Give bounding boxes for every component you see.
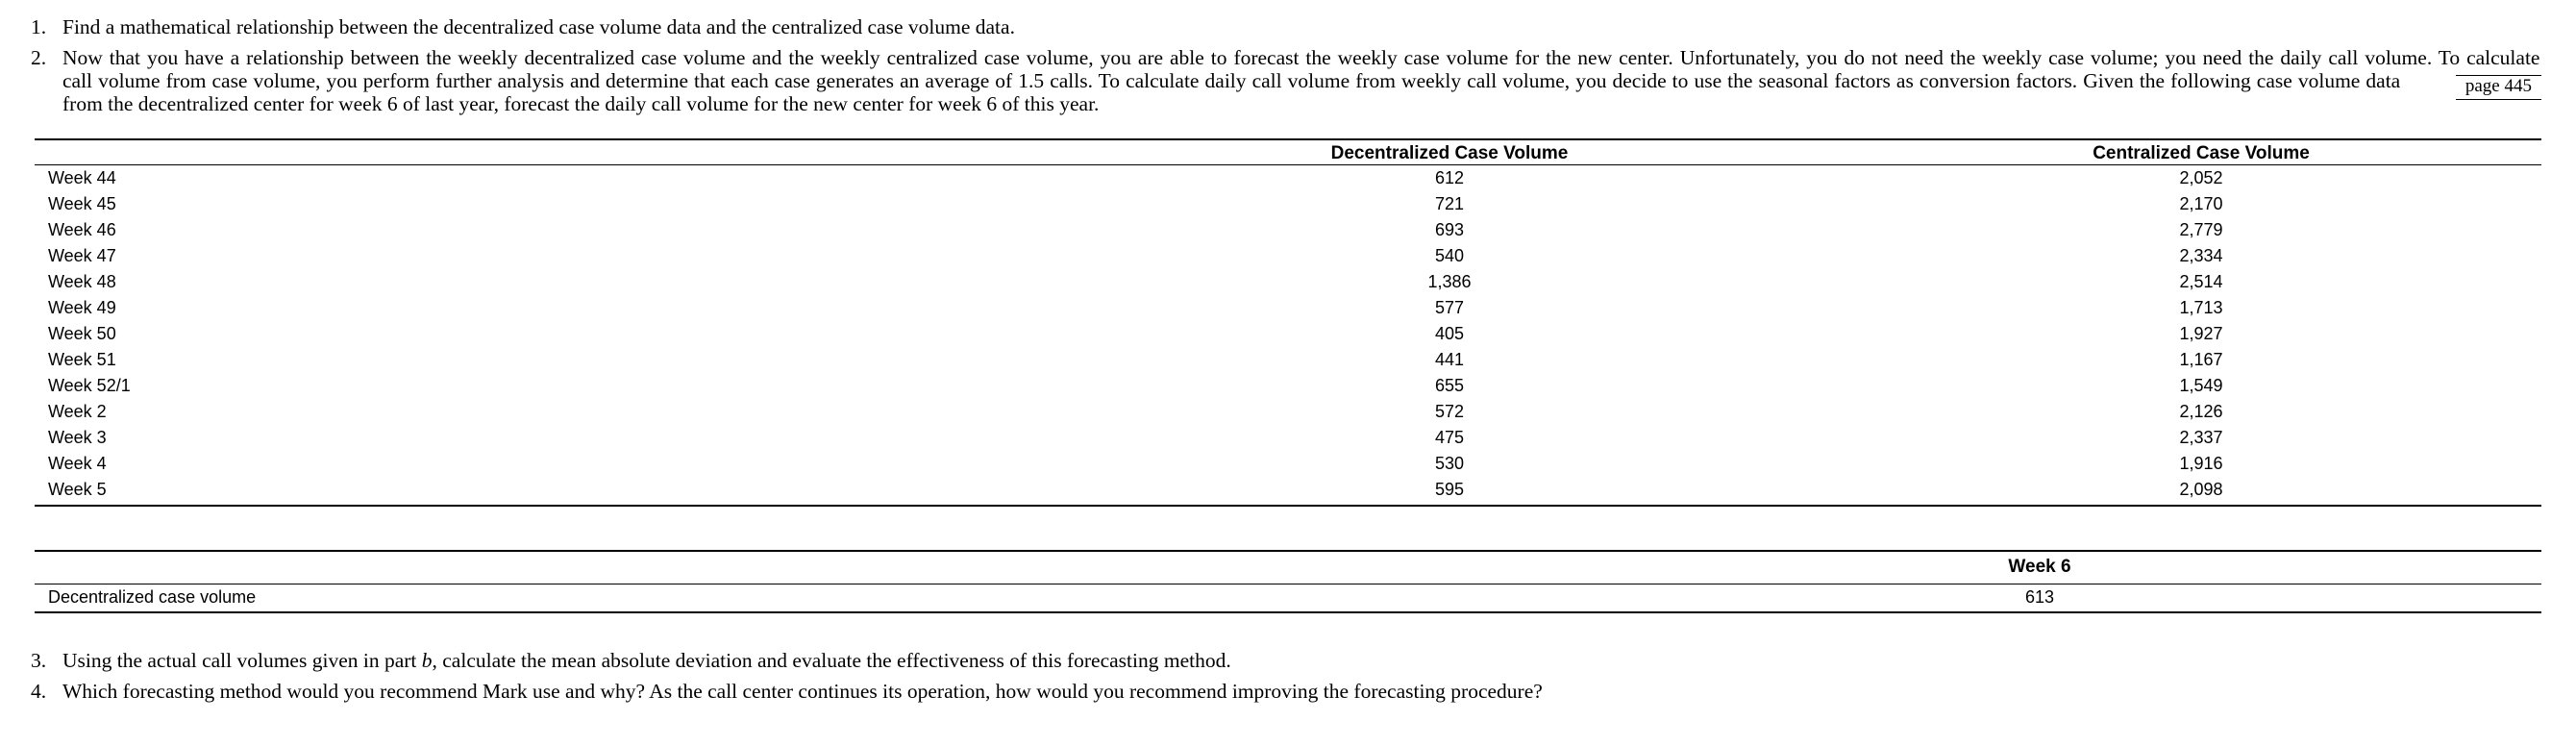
week-label: Week 50 [48,324,116,343]
decentralized-value: 572 [1434,402,1465,421]
question-3 [31,649,2539,672]
decentralized-value: 693 [1434,220,1465,239]
centralized-value: 2,126 [2179,402,2223,421]
centralized-value: 2,337 [2179,428,2223,447]
week-label: Week 4 [48,454,107,473]
table-row [35,165,2541,191]
decentralized-value: 655 [1434,376,1465,395]
centralized-value: 2,052 [2179,168,2223,187]
week-label: Week 52/1 [48,376,131,395]
question-number: 2. [31,46,47,69]
decentralized-value: 595 [1434,480,1465,499]
centralized-value: 2,514 [2179,272,2223,291]
decentralized-value: 1,386 [1427,272,1472,291]
table-row [35,269,2541,295]
decentralized-value: 577 [1434,298,1465,317]
week-label: Week 48 [48,272,116,291]
table-row [35,477,2541,503]
table-row [35,425,2541,451]
week6-table [35,550,2541,613]
week6-column-header: Week 6 [2008,557,2071,577]
question-text-line: Now that you have a relationship between the weekly decentralized case volume and the weekly centralized case volume, you are able to forecast the weekly case volume for the new center. Unfortunately, you do not need the weekly case volume; you need the daily call volume. To calculate [62,46,2540,69]
centralized-value: 1,549 [2179,376,2223,395]
decentralized-value: 475 [1434,428,1465,447]
week-label: Week 3 [48,428,107,447]
question-number: 3. [31,649,47,672]
centralized-value: 1,713 [2179,298,2223,317]
page-reference-marker: page 445 [2456,75,2541,100]
question-text-line: call volume from case volume, you perform further analysis and determine that each case generates an average of 1.5 calls. To calculate daily call volume from weekly call volume, you decide to use the seasonal factors as conversion factors. Given the following case volume data [62,69,2401,92]
question-text: Find a mathematical relationship between the decentralized case volume data and the centralized case volume data. [62,15,1015,38]
table-bottom-rule [35,505,2541,507]
table-header-row [35,140,2541,164]
question-text-italic: b [421,649,433,672]
table-row [35,191,2541,217]
centralized-column-header: Centralized Case Volume [2093,143,2310,163]
table-row [35,373,2541,399]
table-bottom-rule [35,611,2541,613]
week-label: Week 5 [48,480,107,499]
table-row [35,347,2541,373]
week-label: Week 44 [48,168,116,187]
decentralized-value: 405 [1434,324,1465,343]
centralized-value: 2,334 [2179,246,2223,265]
week6-value: 613 [2024,587,2055,607]
decentralized-value: 441 [1434,350,1465,369]
week-label: Week 51 [48,350,116,369]
centralized-value: 2,779 [2179,220,2223,239]
centralized-value: 1,927 [2179,324,2223,343]
question-1 [31,15,2539,38]
week-label: Week 45 [48,194,116,213]
question-text-part: Using the actual call volumes given in part [62,649,422,672]
question-text-line: from the decentralized center for week 6 of last year, forecast the daily call volume for the new center for week 6 of this year. [62,92,1100,115]
case-volume-table [35,138,2541,507]
table-body [35,165,2541,503]
table-row [35,584,2541,611]
table-header-row [35,552,2541,584]
table-row [35,321,2541,347]
question-text: Which forecasting method would you recommend Mark use and why? As the call center continues its operation, how would you recommend improving the forecasting procedure? [62,680,1543,703]
week-label: Week 46 [48,220,116,239]
week-label: Week 49 [48,298,116,317]
question-text-part: , calculate the mean absolute deviation and evaluate the effectiveness of this forecasting method. [432,649,1231,672]
table-row [35,399,2541,425]
decentralized-value: 540 [1434,246,1465,265]
decentralized-value: 530 [1434,454,1465,473]
question-number: 1. [31,15,47,38]
question-2 [31,46,2539,123]
centralized-value: 2,098 [2179,480,2223,499]
row-label: Decentralized case volume [48,587,257,607]
centralized-value: 1,916 [2179,454,2223,473]
table-row [35,295,2541,321]
centralized-value: 2,170 [2179,194,2223,213]
question-4 [31,680,2539,703]
decentralized-value: 721 [1434,194,1465,213]
table-row [35,451,2541,477]
decentralized-column-header: Decentralized Case Volume [1330,143,1569,163]
week-label: Week 47 [48,246,116,265]
table-row [35,217,2541,243]
question-text [62,46,2539,115]
table-row [35,243,2541,269]
week-label: Week 2 [48,402,107,421]
centralized-value: 1,167 [2179,350,2223,369]
question-number: 4. [31,680,47,703]
decentralized-value: 612 [1434,168,1465,187]
question-text [62,649,2539,672]
